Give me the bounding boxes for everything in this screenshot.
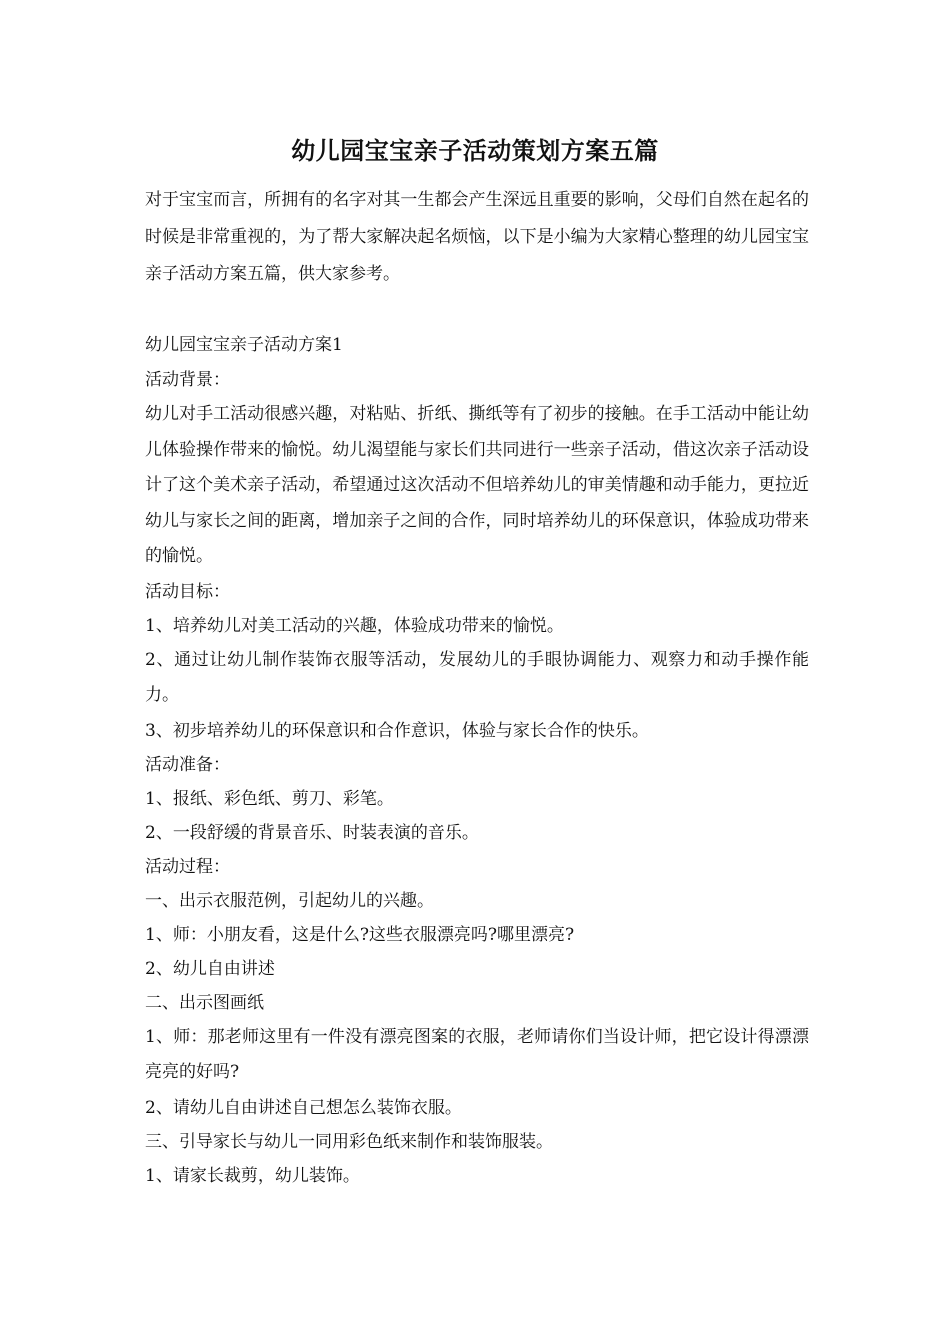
prep-label: 活动准备： xyxy=(145,754,230,775)
prep-item-1: 1、报纸、彩色纸、剪刀、彩笔。 xyxy=(145,788,394,809)
step-2: 二、出示图画纸 xyxy=(145,992,264,1013)
step-2-item-2: 2、请幼儿自由讲述自己想怎么装饰衣服。 xyxy=(145,1097,462,1118)
intro-paragraph: 对于宝宝而言，所拥有的名字对其一生都会产生深远且重要的影响，父母们自然在起名的时候是非常重视的，为了帮大家解决起名烦恼，以下是小编为大家精心整理的幼儿园宝宝亲子活动方案五篇，供大家参考。 xyxy=(145,190,809,284)
document-title: 幼儿园宝宝亲子活动策划方案五篇 xyxy=(291,136,659,165)
step-1-item-1: 1、师：小朋友看，这是什么?这些衣服漂亮吗?哪里漂亮? xyxy=(145,924,575,945)
goal-item-1: 1、培养幼儿对美工活动的兴趣，体验成功带来的愉悦。 xyxy=(145,615,564,636)
goal-item-3: 3、初步培养幼儿的环保意识和合作意识，体验与家长合作的快乐。 xyxy=(145,720,649,741)
process-label: 活动过程： xyxy=(145,856,230,877)
goal-item-2: 2、通过让幼儿制作装饰衣服等活动，发展幼儿的手眼协调能力、观察力和动手操作能力。 xyxy=(145,649,809,705)
prep-item-2: 2、一段舒缓的背景音乐、时装表演的音乐。 xyxy=(145,822,479,843)
step-2-item-1: 1、师：那老师这里有一件没有漂亮图案的衣服，老师请你们当设计师，把它设计得漂漂亮亮的好吗? xyxy=(145,1026,809,1082)
step-1-item-2: 2、幼儿自由讲述 xyxy=(145,958,275,979)
section-heading: 幼儿园宝宝亲子活动方案1 xyxy=(145,335,343,355)
step-1: 一、出示衣服范例，引起幼儿的兴趣。 xyxy=(145,890,434,911)
step-3: 三、引导家长与幼儿一同用彩色纸来制作和装饰服装。 xyxy=(145,1131,553,1152)
background-paragraph: 幼儿对手工活动很感兴趣，对粘贴、折纸、撕纸等有了初步的接触。在手工活动中能让幼儿体验操作带来的愉悦。幼儿渴望能与家长们共同进行一些亲子活动，借这次亲子活动设计了这个美术亲子活动，希望通过这次活动不但培养幼儿的审美情趣和动手能力，更拉近幼儿与家长之间的距离，增加亲子之间的合作，同时培养幼儿的环保意识，体验成功带来的愉悦。 xyxy=(145,404,809,566)
section-1 xyxy=(145,328,809,1193)
step-3-item-1: 1、请家长裁剪，幼儿装饰。 xyxy=(145,1165,360,1186)
goals-label: 活动目标： xyxy=(145,581,230,602)
background-label: 活动背景： xyxy=(145,370,230,390)
